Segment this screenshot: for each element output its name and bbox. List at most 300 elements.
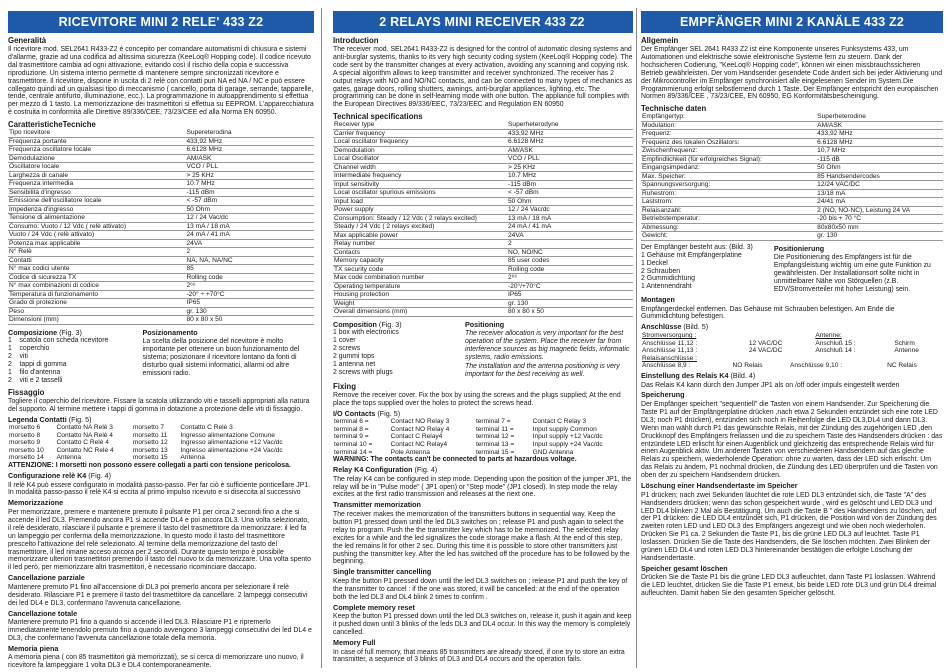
spec-label: Power supply (333, 206, 507, 215)
composition-list (333, 329, 459, 376)
spec-row (641, 113, 943, 121)
terminal-cell: terminal 12 = (475, 433, 515, 441)
io-row (333, 449, 633, 457)
delete-all-heading: Speicher gesamt löschen (641, 563, 728, 573)
spec-value: Rolling code (507, 265, 633, 274)
spec-value: 433,92 MHz (185, 137, 314, 146)
partial-delete-heading: Cancellazione parziale (8, 573, 85, 583)
spec-row (8, 197, 314, 206)
terminal-cell: terminal 7 = (475, 418, 511, 426)
tech-heading: Technische daten (641, 104, 707, 114)
terminal-cell: Input supply +12 Vac/dc (532, 433, 603, 441)
spec-value: 13/18 mA (816, 189, 943, 198)
spec-value: Superheterodyne (507, 121, 633, 129)
spec-value: 24 mA / 41 mA (185, 231, 314, 240)
spec-table (333, 121, 633, 317)
spec-value: -20 bis + 70 °C (816, 215, 943, 224)
spec-value: 50 Ohm (507, 197, 633, 206)
spec-label: Temperatura di funzionamento (8, 290, 185, 299)
composition-heading: Composizione (8, 327, 58, 337)
spec-value: IP65 (185, 299, 314, 308)
italian-column (8, 0, 314, 672)
spec-value: 433,92 MHz (816, 130, 943, 139)
spec-value: 2 (507, 240, 633, 249)
spec-label: Intermediate frequency (333, 172, 507, 181)
k4-text: Das Relais K4 kann durch den Jumper JP1 als on /off oder impuls eingestellt werden (641, 381, 900, 389)
spec-row (333, 231, 633, 240)
io-row (333, 441, 633, 449)
spec-value: 24VA (185, 239, 314, 248)
legend-heading: Legenda Contatti (8, 414, 67, 424)
spec-value: NA, NA, NA/NC (185, 256, 314, 265)
spec-value: 12 / 24 Vac/dc (185, 214, 314, 223)
spec-value: -20° ÷ +70°C (185, 290, 314, 299)
positioning-heading: Posizionamento (142, 327, 198, 337)
spec-label: Potenza max applicabile (8, 239, 185, 248)
spec-row (8, 265, 314, 274)
spec-label: Vuoto / 24 Vdc ( relè attivato) (8, 231, 185, 240)
spec-row (641, 189, 943, 198)
io-row (333, 426, 633, 434)
spec-row (8, 290, 314, 299)
reset-text: Keep the button P1 pressed down until the led DL3 switches on, release it, push it again and keep it pushed down until 3 blinks of the leds DL3 and DL4 occur. In this way the memory is completely cancelled. (333, 613, 632, 637)
spec-label: Sensibilità d'ingresso (8, 188, 185, 197)
terminal-cell: Contatto C Relè 4 (56, 439, 109, 447)
spec-row (8, 273, 314, 282)
spec-label: Empfängertyp: (641, 113, 816, 121)
terminal-cell: terminal 14 = (334, 448, 373, 456)
spec-value: 10.7 MHz (507, 172, 633, 181)
spec-value: 80 x 80 x 50 (185, 316, 314, 325)
fixing-heading: Fissaggio (8, 387, 45, 397)
terminal-cell: terminal 15 = (475, 448, 515, 456)
connection-row (641, 340, 943, 348)
k4-text: The relay K4 can be configured in step mode. Depending upon the position of the jumper JP1, the relay will be in "Pulse mode" ( JP1 open) or "Step mode" (JP1 closed). In step mode the relay excites at the first radio transmission and releases at the next one. (333, 475, 632, 499)
spec-value: VCO / PLL (185, 163, 314, 172)
spec-row (333, 274, 633, 283)
terminal-cell: terminal 8 = (334, 425, 369, 433)
spec-value: 13 mA / 18 mA (185, 222, 314, 231)
composition-item: 2 tappi di gomma (8, 360, 67, 368)
spec-value: gr. 130 (816, 232, 943, 241)
spec-value: AM/ASK (816, 121, 943, 130)
spec-row (641, 232, 943, 241)
spec-label: Frequenz des lokalen Oszillators: (641, 138, 816, 147)
spec-row (333, 180, 633, 189)
spec-label: Grado di protezione (8, 299, 185, 308)
delete-key-heading: Löschung einer Handsendertaste im Speicher (641, 481, 798, 491)
spec-label: Gewicht: (641, 232, 816, 241)
relay-connections-label: Relaisanschlüsse : (642, 354, 697, 362)
spec-row (333, 308, 633, 317)
spec-label: Oscillatore locale (8, 163, 185, 172)
spec-label: Relay number (333, 240, 507, 249)
spec-label: Memory capacity (333, 257, 507, 266)
terminal-cell: morsetto 15 (132, 454, 168, 462)
spec-label: Local oscillator frequency (333, 138, 507, 147)
delivery-item: 2 Schrauben (641, 267, 681, 275)
spec-value: 2 (NO, NO-NC), Leistung 24 VA (816, 206, 943, 215)
spec-row (333, 240, 633, 249)
positioning-text: Die Positionierung des Empfängers ist für die Empfangsleistung wichtig um eine gute Funktion zu gewährleisten. Der Installationsort sollte nicht in unmittelbarer Nähe von Störquellen (z.B. EDV/Stromverteiler mit hoher Leistung) sein. (773, 254, 931, 294)
positioning-text: La scelta della posizione del ricevitore è molto importante per ottenere un buon funzionamento del sistema; posizionare il ricevitore lontano da fonti di disturbo quali sistemi informatici, allarmi od altre emissioni radio. (142, 338, 300, 377)
spec-row (333, 291, 633, 300)
spec-value: -115 dBm (507, 180, 633, 189)
spec-value: < -57 dBm (185, 197, 314, 206)
spec-label: Impedenza d'ingresso (8, 205, 185, 214)
terminal-cell: 24 VAC/DC (748, 347, 783, 355)
spec-label: Frequenza oscillatore locale (8, 146, 185, 155)
spec-row (333, 282, 633, 291)
spec-label: Abmessung: (641, 223, 816, 232)
column-divider-1 (321, 8, 322, 668)
spec-label: TX security code (333, 265, 507, 274)
terminal-cell: Antenna (56, 454, 82, 462)
spec-label: Spannungsversorgung: (641, 181, 816, 190)
spec-row (8, 188, 314, 197)
terminal-cell: GND Antenna (532, 448, 574, 456)
spec-label: Housing protection (333, 291, 507, 300)
spec-value: 24 mA / 41 mA (507, 223, 633, 232)
spec-value: 80 x 80 x 50 (507, 308, 633, 317)
memory-full-heading: Memoria piena (8, 643, 59, 653)
spec-value: 80x80x50 mm (816, 223, 943, 232)
positioning-heading: Positionierung (773, 243, 825, 253)
partial-delete-text: Mantenere premuto P1 fino all'accensione di DL3 poi premerlo ancora per selezionare il relè desiderato. Rilasciare P1 e premere il tasto del trasmettitore da cancellare. 2 lampeggi consecutivi dei led DL4 e DL3, confermano l'avvenuta cancellazione. (8, 583, 308, 607)
spec-row (641, 215, 943, 224)
spec-label: Max code combination number (333, 274, 507, 283)
spec-value: Rolling code (185, 273, 314, 282)
column-divider-2 (636, 8, 637, 668)
spec-label: Local Oscillator (333, 155, 507, 164)
spec-label: Frequenza portante (8, 137, 185, 146)
general-text: Il ricevitore mod. SEL2641 R433-Z2 è concepito per comandare automatismi di chiusura e sistemi d'allarme, grazie ad una codifica ad altissima sicurezza (KeeLoq® Hopping code). Il codice ricevuto dal trasmettitore cambia ad ogni attivazione, evitando così il rischio della copia e successiva riproduzione. Un sistema interno permette di mantenere sempre sincronizzati ricevitore e trasmettitore. Il ricevitore, dispone in uscita di 2 relè con contatti puri NA ed NA / NC e può essere collegato quindi ad un qualsiasi tipo di meccanismo ( cancello, porta di garage, serrande, tapparelle, tende, centrale antifurto, illuminazione, ecc.). La programmazione in autoapprendimento si effettua per mezzo di 1 tasto. La memorizzazione dei trasmettitori si effettua su EEPROM. L'apparecchiatura è costruita in conformità alle Direttive 89/336/CEE, 73/23/CEE ed alla Norma EN 60950. (8, 46, 314, 117)
legend-figure-ref: (Fig. 5) (68, 414, 92, 424)
composition-item: 2 screws (333, 345, 361, 353)
spec-value: -115 dB (816, 155, 943, 164)
terminal-cell: Anschlüsse 11,12 : (642, 339, 698, 347)
single-cancel-text: Keep the button P1 pressed down until the led DL3 switches on ; release P1 and push the key of the transmitter to cancel : if the one was stored, it will be cancelled: at the end of the operation both the led DL3 and DL4 blink 2 times to confirm . (333, 577, 628, 601)
relay-row (641, 362, 943, 370)
spec-value: 13 mA / 18 mA (507, 214, 633, 223)
spec-value: 433,92 MHz (507, 129, 633, 138)
single-cancel-heading: Single transmitter cancelling (333, 567, 432, 577)
spec-row (8, 222, 314, 231)
fixing-heading: Fixing (333, 381, 356, 391)
spec-label: N° max combinazioni di codice (8, 282, 185, 291)
spec-row (641, 198, 943, 207)
german-title: EMPFÄNGER MINI 2 KANÄLE 433 Z2 (641, 11, 943, 33)
io-row (333, 418, 633, 426)
warning-text: ATTENZIONE: I morsetti non possono essere collegati a parti con tensione pericolosa. (8, 462, 291, 470)
terminal-cell: Input supply Common (532, 425, 597, 433)
spec-row (333, 146, 633, 155)
spec-value: 6.6128 MHz (185, 146, 314, 155)
total-delete-text: Mantenere premuto P1 fino a quando si accende il led DL3. Rilasciare P1 e ripremerlo immediatamente tenendolo premuto fino a quando avvengono 3 lampeggi consecutivi dei led DL4 e DL3, che confermano l'avvenuta cancellazione totale della memoria. (8, 619, 312, 642)
spec-row (641, 172, 943, 181)
spec-row (8, 171, 314, 180)
composition-item: 1 antenna net (333, 360, 376, 368)
spec-value: 85 Handsendercodes (816, 172, 943, 181)
terminal-legend (8, 424, 314, 462)
spec-label: Emissione dell'oscillatore locale (8, 197, 185, 206)
terminal-cell: Ingresso alimentazione +12 Vac/dc (180, 439, 283, 447)
spec-label: Consumption: Steady / 12 Vdc ( 2 relays excited) (333, 214, 507, 223)
spec-label: Steady / 24 Vdc ( 2 relays excited) (333, 223, 507, 232)
k4-figure-ref: (Bild. 4) (730, 370, 756, 380)
spec-row (641, 138, 943, 147)
spec-label: Larghezza di canale (8, 171, 185, 180)
delivery-text: Der Empfänger besteht aus: (Bild. 3) (641, 243, 753, 251)
spec-label: Contacts (333, 248, 507, 257)
terminal-cell: Contact NO Relay 4 (390, 425, 450, 433)
composition-item: 1 box with electronics (333, 329, 399, 337)
fixing-text: Togliere il coperchio del ricevitore. Fissare la scatola utilizzando viti e tasselli appropriati alla natura del supporto. Al termine mettere i tappi di gomma in dotazione a protezione delle viti di fissaggio. (8, 397, 310, 413)
spec-row (641, 164, 943, 173)
spec-label: Channel width (333, 163, 507, 172)
spec-row (8, 256, 314, 265)
spec-value: 12/24 VAC/DC (816, 181, 943, 190)
delivery-section (641, 243, 943, 294)
k4-text: Il relè K4 può essere configurato in modalità passo-passo. Per far ciò è sufficiente ponticellare JP1. In modalità passo-passo il relè K4 si eccita al primo impulso ricevuto e si diseccita al successivo (8, 481, 311, 497)
terminal-cell: morsetto 6 (9, 424, 41, 432)
connection-row (641, 347, 943, 355)
terminal-cell: morsetto 12 (132, 439, 168, 447)
spec-row (8, 316, 314, 325)
terminal-cell: terminal 11 = (475, 425, 514, 433)
delivery-item: 1 Gehäuse mit Empfängerplatine (641, 251, 742, 259)
terminal-cell: Input supply +24 Vac/dc (532, 440, 603, 448)
spec-row (8, 180, 314, 189)
spec-value: AM/ASK (507, 146, 633, 155)
spec-row (333, 121, 633, 129)
spec-row (641, 223, 943, 232)
spec-value: > 25 KHz (507, 163, 633, 172)
composition-figure-ref: (Fig. 3) (378, 319, 402, 329)
spec-label: N° Relè (8, 248, 185, 257)
spec-row (333, 299, 633, 308)
spec-value: -20°/+70°C (507, 282, 633, 291)
composition-list (8, 337, 137, 384)
spec-row (8, 307, 314, 316)
memorization-text: Per memorizzare, premere e mantenere premuto il pulsante P1 per circa 2 secondi fino a che si accende il led DL3. Premendo ancora P1 si accende DL4 e poi ancora DL3. Una volta selezionato, il relè desiderato, rilasciare il pulsante e premere il tasto del trasmettitore da memorizzare: il led fa un lampeggio per conferma della memorizzazione. In questo modo il tasto del trasmettitore prescelto l'attivazione del relè selezionato. Al termine della memorizzazione del tasto del trasmettitore, il led rimane acceso ancora per 2 secondi. Durante questo tempo è possibile memorizzare ulteriori trasmettitori premendo il tasto del nuovo tx da memorizzare. Una volta spento il led però, per memorizzare altri trasmettitori, è necessario ricominciare daccapo. (8, 508, 311, 572)
terminal-cell: terminal 13 = (475, 440, 515, 448)
terminal-cell: morsetto 14 (9, 454, 44, 462)
spec-label: Operating temperature (333, 282, 507, 291)
terminal-cell: morsetto 10 (9, 446, 44, 454)
english-title: 2 RELAYS MINI RECEIVER 433 Z2 (333, 11, 633, 33)
terminal-cell: Contatto C Relè 3 (180, 424, 233, 432)
spec-row (8, 282, 314, 291)
spec-label: Contatti (8, 256, 185, 265)
storage-text: Der Empfänger speichert "sequentiell" die Tasten von einem Handsender. Zur Speicherung die Taste P1 auf der Empfängerplatine drücken ,nach etwa 2 Sekunden entzündet sich eine rote LED DL3; noch P1 drücken), entzünden sich noch in Reihenfolge die LED DL3,DL4 und dann DL3. Wenn man wählt durch P1 das gewünschte Relais, mit der Zündung des zugehörigen LED ,den Druckknopf des Empfängers freilassen und die zu speichern Taste des Handsenders drücken : das entzündete LED erlischt für einen Augenblick und gleichzeitig das entsprechende Relais wird für einen Augenblick aktiv. Um anderen Tasten von verschiedenen Handsendern auf das gleiche Relais zu speichern, wiederholende Operation: ohne zu warten, dass der LED sich erlischt. Um das Relais zu ändern, P1 nochmal drücken, die Zündung des LED überprüfen und die Tasten von oben der zu speichern Handsendern drücken. (641, 401, 943, 480)
spec-row (641, 181, 943, 190)
terminal-cell: morsetto 8 (9, 431, 41, 439)
spec-value: < -57 dBm (507, 189, 633, 198)
spec-row (641, 130, 943, 139)
spec-row (333, 163, 633, 172)
connections-figure-ref: (Bild. 5) (683, 322, 709, 332)
terminal-cell: Contatto NA Relè 4 (56, 431, 113, 439)
spec-value: 12 / 24 Vac/dc (507, 206, 633, 215)
terminal-cell: Contact NC Relay4 (390, 440, 448, 448)
mounting-heading: Montagen (641, 294, 675, 304)
spec-value: 10.7 MHz (185, 180, 314, 189)
composition-item: 1 scatola con scheda ricevitore (8, 337, 109, 345)
composition-item: 2 viti e 2 tasselli (8, 376, 63, 384)
spec-value: 2 (185, 248, 314, 257)
spec-row (641, 121, 943, 130)
spec-label: Carrier frequency (333, 129, 507, 138)
terminal-cell: morsetto 7 (132, 424, 165, 432)
spec-row (8, 231, 314, 240)
relay-connections-table (641, 355, 943, 370)
spec-label: Demodulazione (8, 154, 185, 163)
k4-heading: Einstellung des Relais K4 (641, 370, 729, 380)
spec-row (333, 223, 633, 232)
spec-row (333, 214, 633, 223)
spec-value: > 25 KHz (185, 171, 314, 180)
terminal-cell: Ingresso alimentazione +24 Vac/dc (180, 446, 283, 454)
italian-title: RICEVITORE MINI 2 RELE' 433 Z2 (8, 11, 314, 33)
io-row (333, 433, 633, 441)
composition-section (8, 327, 314, 385)
delivery-item: 2 Gummidichtung (641, 275, 696, 283)
memorization-heading: Memorizzazione (8, 498, 64, 508)
spec-label: Codice di sicurezza TX (8, 273, 185, 282)
spec-value: Superheterodine (816, 113, 943, 121)
spec-row (8, 154, 314, 163)
general-heading: Allgemein (641, 36, 679, 45)
total-delete-heading: Cancellazione totale (8, 608, 78, 618)
composition-item: 1 coperchio (8, 345, 50, 353)
composition-item: 2 viti (8, 353, 28, 361)
legend-row (8, 432, 314, 440)
memorization-text: The receiver makes the memorization of the transmitters buttons in sequential way. Keep the button P1 pressed down until the led DL3 switches on ; release P1 and push again to select the relay to program. Push the the transmitter key which has to be memorized. The selected relay excites for a while and the led signalizes the code storage make a flash. At the end of this step, the led remains lit for other 2 sec. During this time it is possible to store other transmitters just pushing the transmitter key. After the led has switched off the procedure has to be followed by the beginning. (333, 510, 630, 566)
spec-row (333, 206, 633, 215)
io-figure-ref: (Fig. 5) (377, 408, 401, 418)
spec-value: 24VA (507, 231, 633, 240)
terminal-cell: terminal 6 = (334, 418, 369, 426)
io-heading: I/O Contacts (333, 408, 376, 418)
spec-row (8, 214, 314, 223)
spec-label: Tipo ricevitore (8, 129, 185, 137)
german-column (641, 0, 943, 672)
spec-label: Overall dimensions (mm) (333, 308, 507, 317)
spec-row (333, 257, 633, 266)
spec-label: Consumo: Vuoto / 12 Vdc ( relè attivato) (8, 222, 185, 231)
positioning-text: The receiver allocation is very important for the best operation of the system. Place the receiver far from interference sources as big magnetic fields, informatic systems, radio emissions. (465, 330, 630, 362)
terminal-cell: Schirm (894, 339, 915, 347)
spec-row (8, 299, 314, 308)
spec-label: Ruhestrom: (641, 189, 816, 198)
terminal-cell: Anschlüsse 9,10 : (790, 362, 843, 370)
terminal-cell: Anschlüsse 8,9 : (642, 362, 691, 370)
memory-full-heading: Memory Full (333, 637, 376, 647)
terminal-cell: Antenne (894, 347, 919, 355)
memory-full-text: A memoria piena ( con 85 trasmettitori già memorizzati), se si cerca di memorizzare uno nuovo, il ricevitore fa lampeggiare 1 volta DL3 e DL4 contemporaneamente. (8, 654, 304, 670)
spec-row (8, 129, 314, 137)
spec-label: Local oscillator spurious emissions (333, 189, 507, 198)
k4-heading: Configurazione relè K4 (8, 470, 87, 480)
delivery-item: 1 Antennendraht (641, 283, 692, 291)
spec-value: 50 Ohm (816, 164, 943, 173)
legend-row (8, 424, 314, 432)
spec-label: Max applicable power (333, 231, 507, 240)
general-text: Der Empfänger SEL 2641 R433 Z2 ist eine Komponente unseres Funksystems 433, um Automationen und elektrische sowie elektronische Systeme fern zu steuern. Dank der hochsicheren Codierung, "KeeLoq® Hopping code", können wir einen missbrauchssicheren Betrieb gewährleisten. Der vom Handsender gesendete Code ändert sich bei jeder Aktivierung und der Mikrocontroller im Empfänger synchronisiert alle eingelesenen Sender im System.Die Programmierung erfolgt selbstlernend durch 1 Taste. Der Empfänger entspricht den europäischen Normen 89/336/CEE , 73/23/CEE, EN 60950, EG Konformitätsbescheinigung. (641, 46, 943, 101)
spec-row (641, 155, 943, 164)
spec-row (8, 137, 314, 146)
spec-table (8, 129, 314, 325)
terminal-cell: Contatto NA Relè 3 (56, 424, 113, 432)
general-heading: Generalità (8, 36, 47, 45)
spec-label: Input sensitivity (333, 180, 507, 189)
spec-value: 2⁶⁶ (185, 282, 314, 291)
spec-label: Demodulation (333, 146, 507, 155)
spec-row (8, 146, 314, 155)
spec-value: 24/41 mA (816, 198, 943, 207)
memory-full-text: In case of full memory, that means 85 transmitters are already stored, if one try to store an extra transmitter, a sequence of 3 blinks of DL3 and DL4 occurs and the operation fails. (333, 648, 625, 664)
spec-value: gr. 130 (507, 299, 633, 308)
warning-text: WARNING: The contacts can't be connected to parts at hazardous voltage. (333, 456, 577, 464)
spec-label: Modulation: (641, 121, 816, 130)
terminal-cell: NO Relais (732, 362, 763, 370)
spec-value: 85 (185, 265, 314, 274)
terminal-cell: terminal 9 = (334, 433, 369, 441)
terminal-cell: 12 VAC/DC (748, 339, 783, 347)
spec-value: VCO / PLL (507, 155, 633, 164)
spec-value: Supereterodina (185, 129, 314, 137)
spec-label: Receiver type (333, 121, 507, 129)
composition-item: 1 cover (333, 337, 356, 345)
spec-label: Laststrom: (641, 198, 816, 207)
spec-row (641, 147, 943, 156)
spec-value: 6.6128 MHz (816, 138, 943, 147)
spec-value: 2⁶⁶ (507, 274, 633, 283)
spec-label: Dimensioni (mm) (8, 316, 185, 325)
terminal-cell: morsetto 9 (9, 439, 41, 447)
spec-value: 10,7 MHz (816, 147, 943, 156)
memorization-heading: Transmitter memorization (333, 500, 421, 510)
spec-label: Eingangsimpedanz: (641, 164, 816, 173)
spec-label: Input load (333, 197, 507, 206)
composition-figure-ref: (Fig. 3) (59, 327, 82, 337)
spec-row (333, 129, 633, 138)
spec-label: N° max codici utente (8, 265, 185, 274)
antenna-label: Antenne: (815, 331, 842, 339)
spec-value: gr. 130 (185, 307, 314, 316)
spec-row (333, 265, 633, 274)
spec-label: Frequenza intermedia (8, 180, 185, 189)
reset-heading: Complete memory reset (333, 602, 415, 612)
spec-value: IP65 (507, 291, 633, 300)
terminal-cell: Contact C Relay 3 (532, 418, 587, 426)
connections-heading: Anschlüsse (641, 322, 682, 332)
spec-table (641, 113, 943, 241)
english-column (333, 0, 633, 672)
k4-figure-ref: (Fig. 4) (414, 465, 438, 475)
k4-figure-ref: (Fig. 4) (88, 470, 112, 480)
terminal-cell: Contact C Relay4 (390, 433, 443, 441)
terminal-cell: Anschluß 14 : (815, 347, 856, 355)
terminal-cell: Antenna (180, 454, 205, 462)
power-supply-label: Stromversorgung : (642, 331, 697, 339)
spec-row (8, 239, 314, 248)
terminal-cell: Anschlüsse 11,13 : (642, 347, 698, 355)
mounting-text: Empfängerdeckel entfernen. Das Gehäuse mit Schrauben befestigen. Am Ende die Gummidichtung befestigen. (641, 305, 895, 321)
spec-row (8, 248, 314, 257)
spec-row (333, 155, 633, 164)
